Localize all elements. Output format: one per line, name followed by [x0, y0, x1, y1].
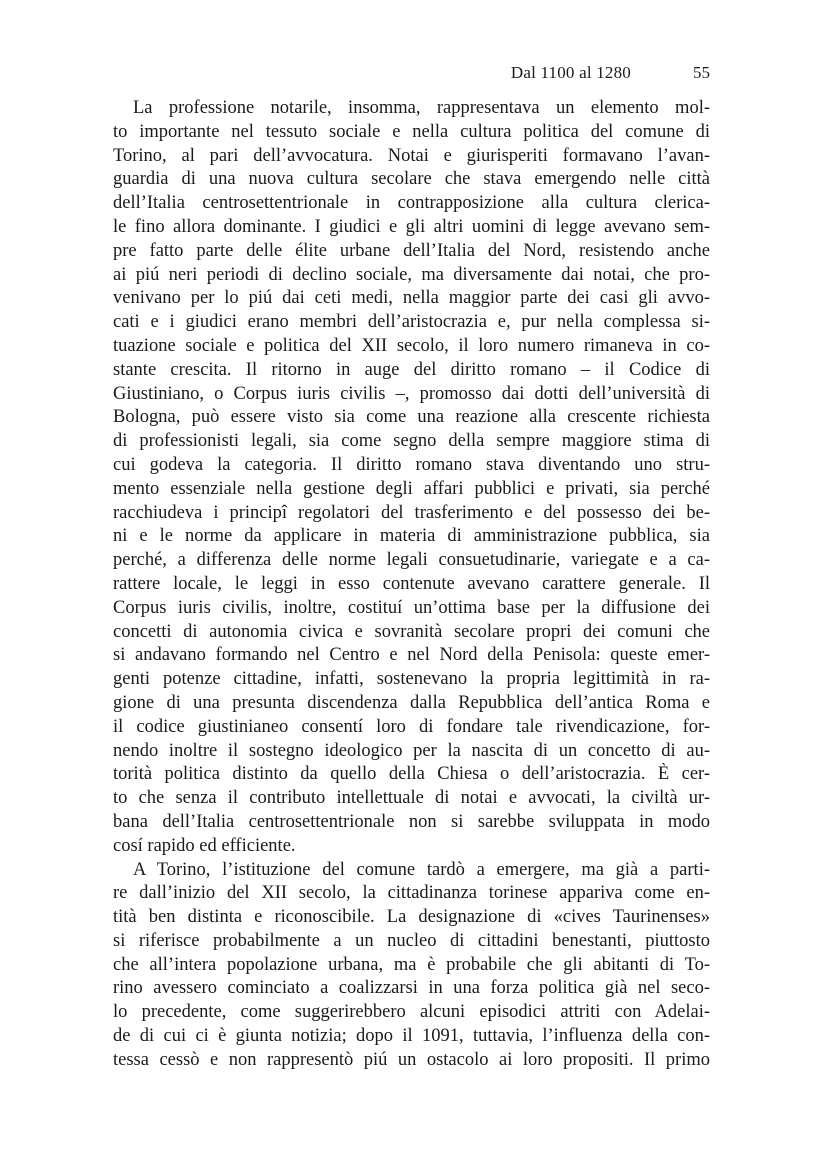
text-line: le fino allora dominante. I giudici e gli altri uomini di legge avevano sem- — [113, 216, 710, 237]
text-line: rino avessero cominciato a coalizzarsi in una forza politica già nel seco- — [113, 978, 710, 999]
text-line: racchiudeva i principî regolatori del trasferimento e del possesso dei be- — [113, 502, 710, 523]
text-line: cui godeva la categoria. Il diritto romano stava diventando uno stru- — [113, 454, 710, 475]
text-line: guardia di una nuova cultura secolare che stava emergendo nelle città — [113, 169, 710, 190]
text-line: dell’Italia centrosettentrionale in contrapposizione alla cultura clerica- — [113, 193, 710, 214]
text-line: Bologna, può essere visto sia come una reazione alla crescente richiesta — [113, 407, 710, 428]
text-line: tessa cessò e non rappresentò piú un ostacolo ai loro propositi. Il primo — [113, 1049, 710, 1070]
running-head — [113, 63, 710, 87]
text-line: nendo inoltre il sostegno ideologico per la nascita di un concetto di au- — [113, 740, 710, 761]
paragraph — [113, 859, 710, 1073]
text-line: si andavano formando nel Centro e nel Nord della Penisola: queste emer- — [113, 645, 710, 666]
text-line: perché, a differenza delle norme legali consuetudinarie, variegate e a ca- — [113, 550, 710, 571]
paragraph — [113, 97, 710, 859]
text-line: concetti di autonomia civica e sovranità secolare propri dei comuni che — [113, 621, 710, 642]
page-number: 55 — [693, 63, 710, 82]
text-line: to che senza il contributo intellettuale di notai e avvocati, la civiltà ur- — [113, 788, 710, 809]
text-line: to importante nel tessuto sociale e nella cultura politica del comune di — [113, 121, 710, 142]
text-line: il codice giustinianeo consentí loro di fondare tale rivendicazione, for- — [113, 716, 710, 737]
text-line: cosí rapido ed efficiente. — [113, 835, 296, 856]
text-line: stante crescita. Il ritorno in auge del diritto romano – il Codice di — [113, 359, 710, 380]
running-head-title: Dal 1100 al 1280 — [510, 63, 631, 82]
text-line: A Torino, l’istituzione del comune tardò a emergere, ma già a parti- — [133, 859, 710, 880]
text-line: de di cui ci è giunta notizia; dopo il 1091, tuttavia, l’influenza della con- — [113, 1026, 710, 1047]
text-line: rattere locale, le leggi in esso contenute avevano carattere generale. Il — [113, 573, 710, 594]
text-line: che all’intera popolazione urbana, ma è probabile che gli abitanti di To- — [113, 954, 710, 975]
text-line: lo precedente, come suggerirebbero alcuni episodici attriti con Adelai- — [113, 1002, 710, 1023]
text-line: mento essenziale nella gestione degli affari pubblici e privati, sia perché — [113, 478, 710, 499]
text-line: si riferisce probabilmente a un nucleo di cittadini benestanti, piuttosto — [113, 930, 710, 951]
text-line: Corpus iuris civilis, inoltre, costituí un’ottima base per la diffusione dei — [113, 597, 710, 618]
text-line: re dall’inizio del XII secolo, la cittadinanza torinese appariva come en- — [113, 883, 710, 904]
text-line: ai piú neri periodi di declino sociale, ma diversamente dai notai, che pro- — [113, 264, 710, 285]
text-line: di professionisti legali, sia come segno della sempre maggiore stima di — [113, 431, 710, 452]
body-text — [113, 97, 710, 1073]
text-line: venivano per lo piú dai ceti medi, nella maggior parte dei casi gli avvo- — [113, 288, 710, 309]
text-line: gione di una presunta discendenza dalla Repubblica dell’antica Roma e — [113, 692, 710, 713]
text-line: La professione notarile, insomma, rappresentava un elemento mol- — [133, 98, 710, 118]
text-line: Torino, al pari dell’avvocatura. Notai e giurisperiti formavano l’avan- — [113, 145, 710, 166]
text-line: tità ben distinta e riconoscibile. La designazione di «cives Taurinenses» — [113, 907, 710, 928]
text-line: torità politica distinto da quello della Chiesa o dell’aristocrazia. È cer- — [113, 764, 710, 785]
text-line: genti potenze cittadine, infatti, sostenevano la propria legittimità in ra- — [113, 669, 710, 690]
text-line: Giustiniano, o Corpus iuris civilis –, promosso dai dotti dell’università di — [113, 383, 710, 404]
text-line: tuazione sociale e politica del XII secolo, il loro numero rimaneva in co- — [113, 335, 710, 356]
text-line: pre fatto parte delle élite urbane dell’Italia del Nord, resistendo anche — [113, 240, 710, 261]
text-line: ni e le norme da applicare in materia di amministrazione pubblica, sia — [113, 526, 710, 547]
text-line: bana dell’Italia centrosettentrionale non si sarebbe sviluppata in modo — [113, 811, 710, 832]
text-line: cati e i giudici erano membri dell’aristocrazia e, pur nella complessa si- — [113, 312, 710, 333]
